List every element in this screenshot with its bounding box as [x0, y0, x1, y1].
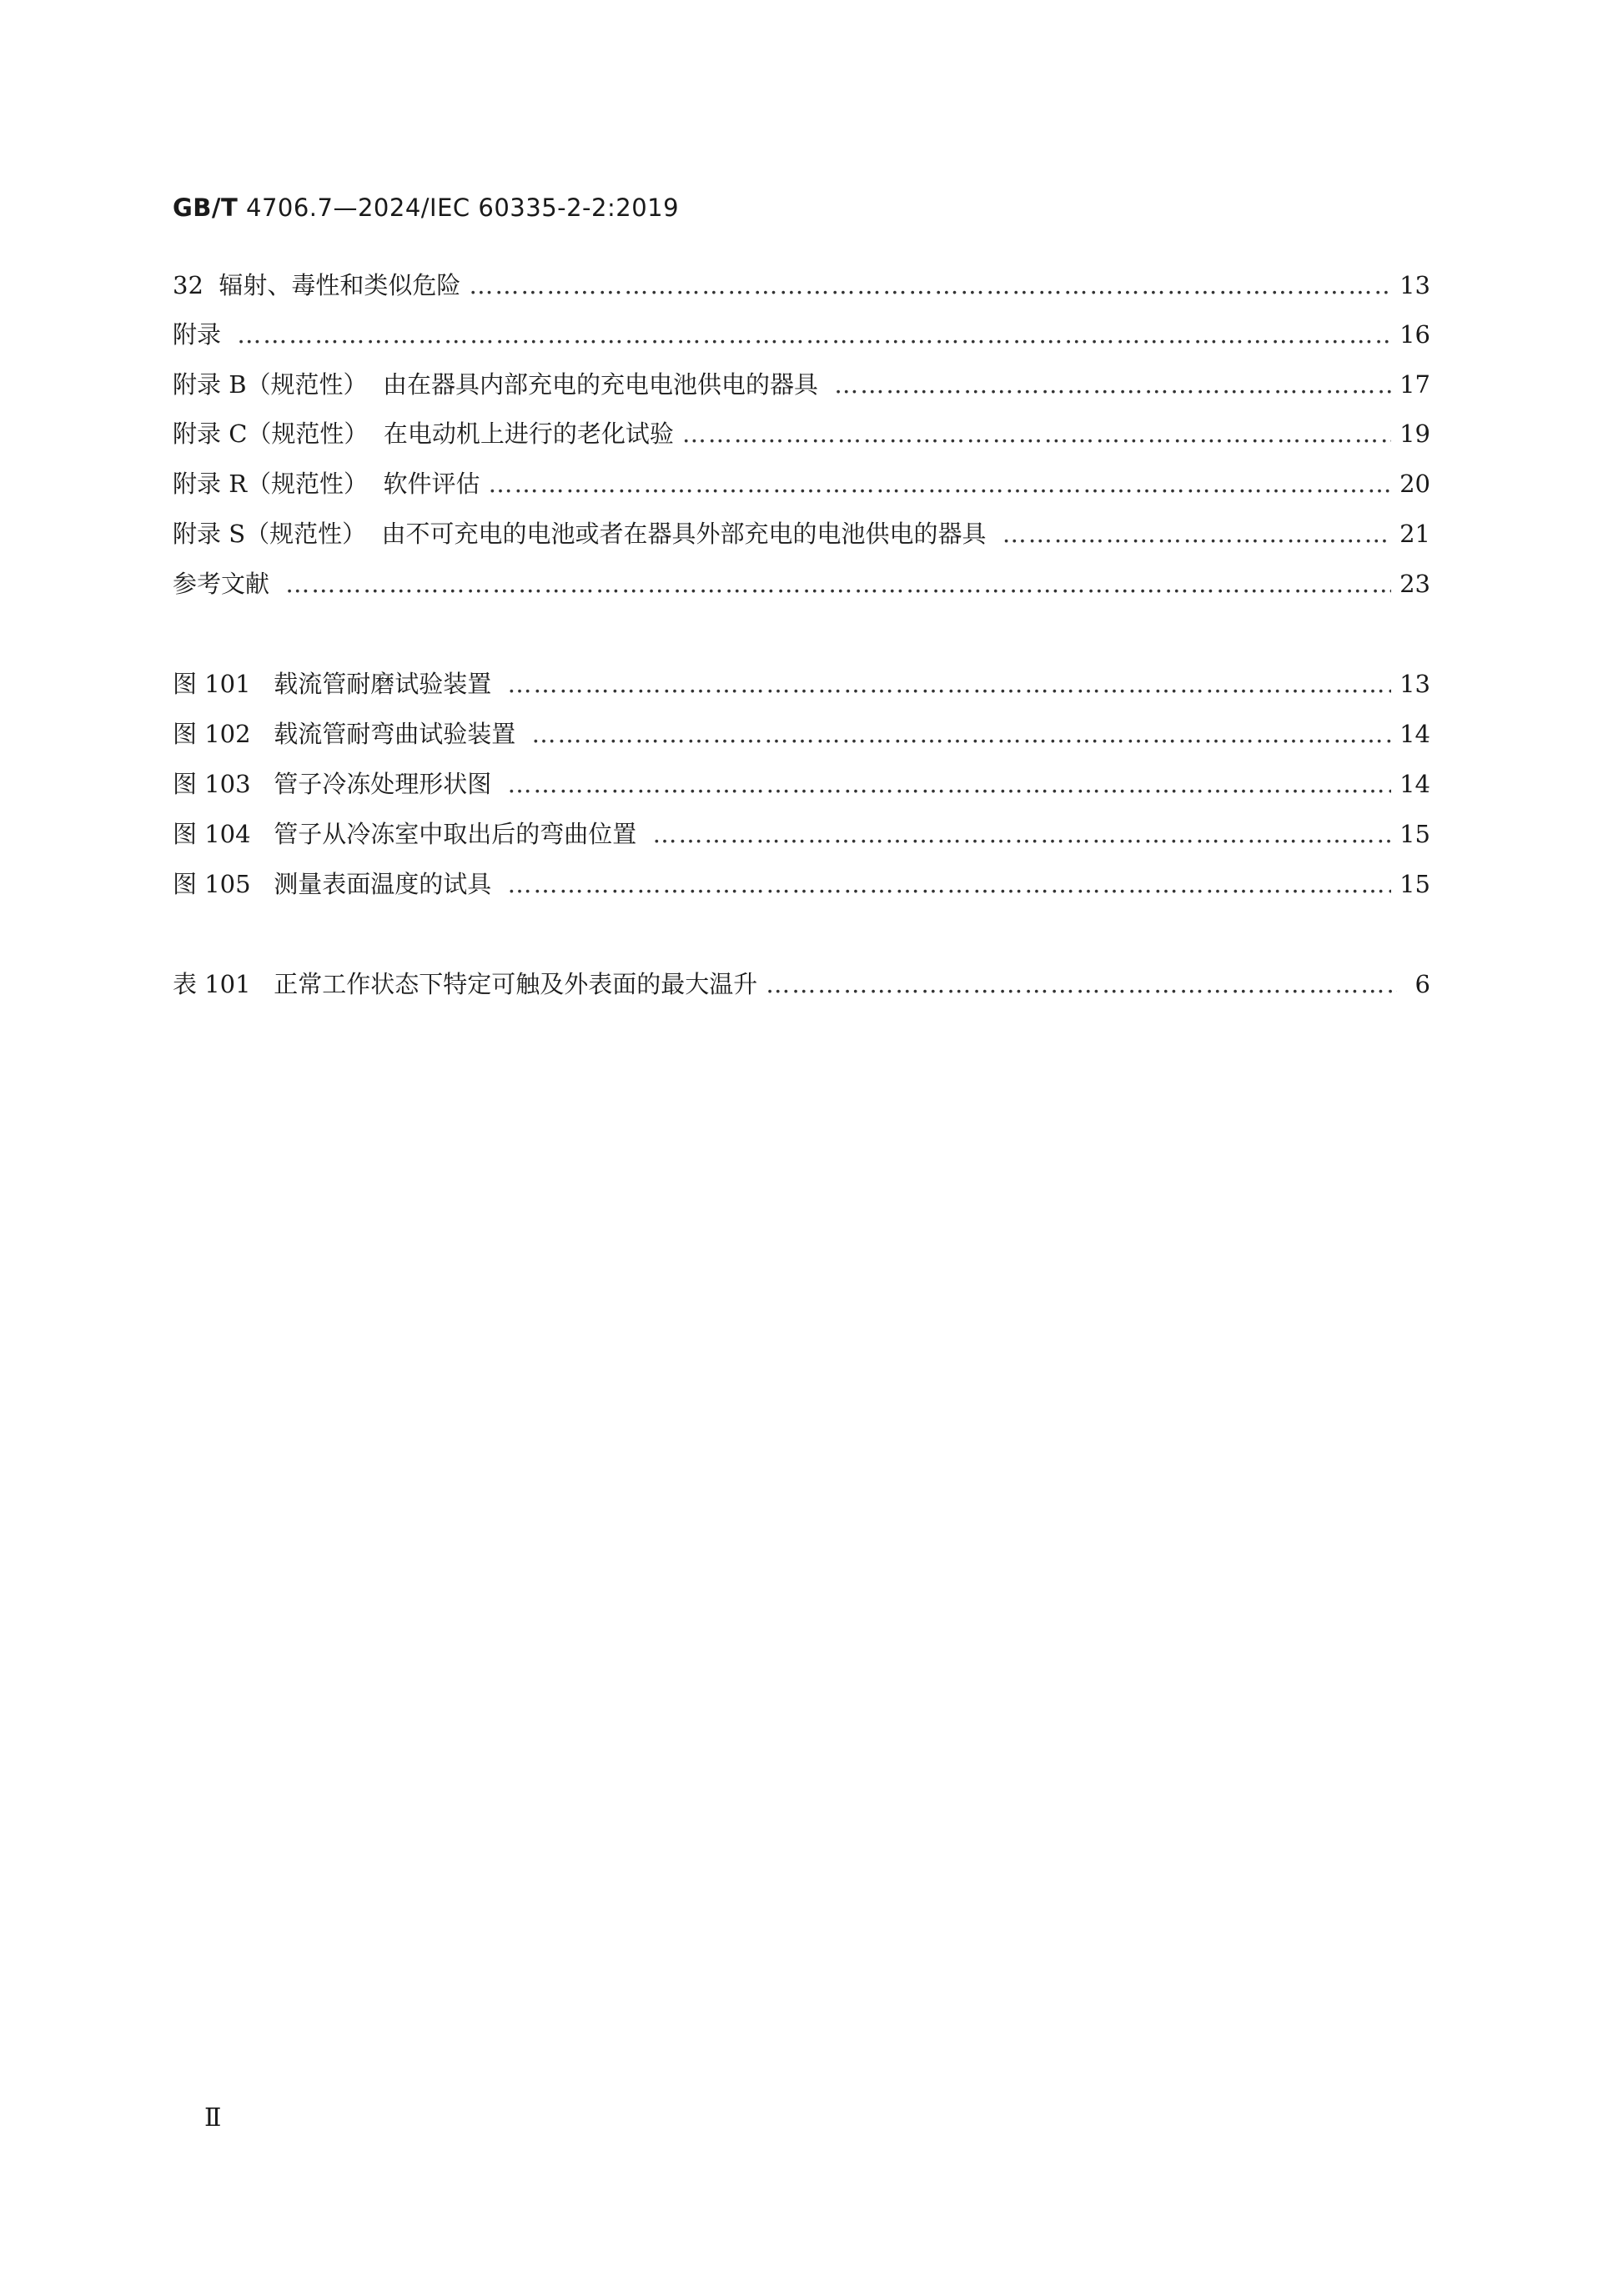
- toc-entry-title: 软件评估: [383, 470, 480, 498]
- dot-leader: [834, 368, 1391, 401]
- dot-leader: [652, 817, 1391, 851]
- toc-entry-number: 附录 R（规范性）: [173, 470, 384, 498]
- toc-entry-figure-104[interactable]: [173, 817, 1430, 851]
- toc-entry-number: 附录 B（规范性）: [173, 370, 383, 399]
- dot-leader: [507, 867, 1391, 901]
- dot-leader: [1002, 517, 1391, 550]
- page-number: Ⅱ: [204, 2103, 222, 2133]
- dot-leader: [285, 567, 1391, 600]
- dot-leader: [507, 667, 1391, 701]
- standard-code: GB/T: [173, 193, 239, 222]
- dot-leader: [766, 967, 1397, 1001]
- dot-leader: [531, 717, 1391, 751]
- toc-entry-number: 图 105: [173, 870, 274, 898]
- toc-entry-number: 图 104: [173, 820, 274, 848]
- document-header: [173, 193, 679, 222]
- toc-entry-number: 32: [173, 271, 219, 299]
- standard-number: [238, 193, 246, 222]
- dot-leader: [507, 767, 1391, 801]
- toc-entry-table-101[interactable]: [173, 967, 1430, 1001]
- toc-entry-page: 14: [1399, 720, 1430, 748]
- toc-entry-title: 测量表面温度的试具: [274, 870, 500, 898]
- toc-entry-title: 由在器具内部充电的充电电池供电的器具: [382, 370, 827, 399]
- dot-leader: [682, 417, 1391, 450]
- toc-entry-page: 14: [1399, 770, 1430, 798]
- toc-entry-page: 20: [1399, 470, 1430, 498]
- toc-entry-title: 载流管耐弯曲试验装置: [274, 720, 524, 748]
- toc-entry-page: 17: [1399, 370, 1430, 399]
- toc-entry-title: 由不可充电的电池或者在器具外部充电的电池供电的器具: [381, 520, 994, 548]
- toc-entry-number: 图 101: [173, 670, 274, 698]
- toc-entry-title: 载流管耐磨试验装置: [274, 670, 500, 698]
- toc-entry-appendix-r[interactable]: [173, 467, 1430, 500]
- toc-entry-page: 13: [1399, 271, 1430, 299]
- toc-entry-title: 正常工作状态下特定可触及外表面的最大温升: [274, 970, 758, 998]
- toc-entry-appendix[interactable]: [173, 318, 1430, 351]
- toc-entry-page: 15: [1399, 870, 1430, 898]
- toc-entry-figure-103[interactable]: [173, 767, 1430, 801]
- toc-entry-number: 附录 S（规范性）: [173, 520, 382, 548]
- toc-entry-page: 6: [1414, 970, 1430, 998]
- toc-entry-figure-105[interactable]: [173, 867, 1430, 901]
- toc-entry-appendix-c[interactable]: [173, 417, 1430, 450]
- toc-entry-number: 图 103: [173, 770, 274, 798]
- toc-entry-title: 管子从冷冻室中取出后的弯曲位置: [274, 820, 645, 848]
- toc-entry-title: 附录: [173, 320, 229, 349]
- toc-entry-figure-101[interactable]: [173, 667, 1430, 701]
- toc-entry-number: 表 101: [173, 970, 274, 998]
- toc-entry-number: 附录 C（规范性）: [173, 420, 384, 448]
- toc-entry-figure-102[interactable]: [173, 717, 1430, 751]
- toc-entry-page: 13: [1399, 670, 1430, 698]
- standard-number-value: 4706.7—2024/IEC 60335-2-2:2019: [246, 193, 680, 222]
- toc-entry-title: 参考文献: [173, 570, 278, 598]
- toc-entry-page: 21: [1399, 520, 1430, 548]
- toc-entry-title: 在电动机上进行的老化试验: [383, 420, 674, 448]
- toc-entry-references[interactable]: [173, 567, 1430, 600]
- toc-entry-appendix-s[interactable]: [173, 517, 1430, 550]
- dot-leader: [237, 318, 1391, 351]
- toc-entry-section-32[interactable]: [173, 269, 1430, 302]
- toc-entry-page: 16: [1399, 320, 1430, 349]
- toc-entry-appendix-b[interactable]: [173, 368, 1430, 401]
- toc-entry-title: 辐射、毒性和类似危险: [219, 271, 461, 299]
- dot-leader: [469, 269, 1391, 302]
- toc-entry-title: 管子冷冻处理形状图: [274, 770, 500, 798]
- toc-entry-page: 19: [1399, 420, 1430, 448]
- toc-entry-number: 图 102: [173, 720, 274, 748]
- toc-entry-page: 23: [1399, 570, 1430, 598]
- dot-leader: [489, 467, 1392, 500]
- toc-entry-page: 15: [1399, 820, 1430, 848]
